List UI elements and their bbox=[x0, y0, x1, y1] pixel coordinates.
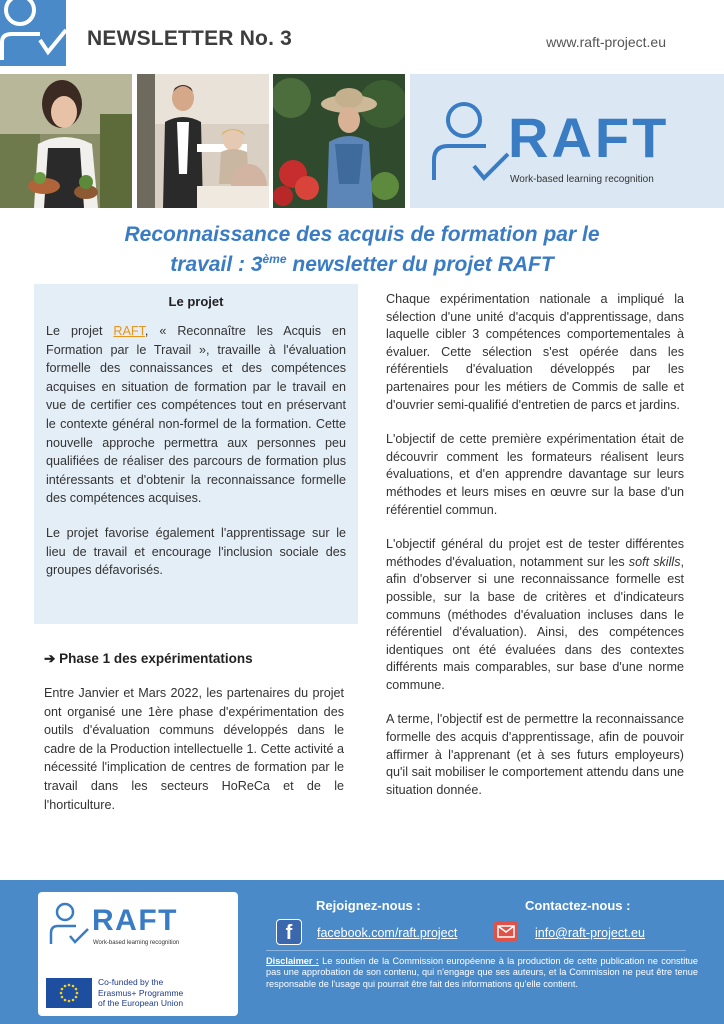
footer-divider bbox=[266, 950, 686, 951]
phase-paragraph: Entre Janvier et Mars 2022, les partenaires du projet ont organisé une 1ère phase d'expérimentation des outils d'évaluation communs développés dans le cadre de la Production intellectuelle 1. Cette activité a nécessité l'implication de centres de formation par le travail dans les secteurs HoReCa et de le l'horticulture. bbox=[44, 686, 344, 812]
right-paragraph-4: A terme, l'objectif est de permettre la reconnaissance formelle des acquis d'apprentissage, afin de pouvoir affirmer à l'apprenant (et à ses futurs employeurs) qu'il sait mobiliser le comportement attendu dans une situation donnée. bbox=[386, 712, 684, 797]
email-link[interactable]: info@raft-project.eu bbox=[535, 926, 645, 940]
right-column bbox=[386, 291, 684, 799]
raft-person-check-icon bbox=[430, 100, 512, 188]
footer-logo-card bbox=[38, 892, 238, 1016]
footer-logo-wordmark: RAFT bbox=[92, 904, 178, 937]
raft-person-check-icon bbox=[48, 902, 90, 948]
project-info-box bbox=[34, 284, 358, 624]
arrow-right-icon: ➔ bbox=[44, 651, 56, 666]
newsletter-title: NEWSLETTER No. 3 bbox=[87, 27, 293, 50]
email-icon[interactable] bbox=[494, 921, 518, 941]
logo-tagline: Work-based learning recognition bbox=[510, 174, 654, 185]
photo-woman-potting bbox=[0, 74, 132, 208]
right-paragraph-1: Chaque expérimentation nationale a impliqué la sélection d'une unité d'acquis d'apprentissage, dans laquelle cibler 3 compétences comportementales à évaluer. Cette sélection s'est opérée dans les référentiels d'évaluation développés par les partenaires pour les métiers de Commis de salle et d'ouvrier semi-qualifié d'entretien de parcs et jardins. bbox=[386, 292, 684, 412]
title-line-2: travail : 3ème newsletter du projet RAFT bbox=[170, 252, 554, 276]
disclaimer-text: Disclaimer : Le soutien de la Commission européenne à la production de cette publication ne constitue pas une approbation de son contenu, qui n'engage que ses auteurs, et la Commission ne peut être tenue responsable de l'usage qui pourrait être fait des informations qu'elle contient. bbox=[266, 956, 699, 989]
phase-heading: ➔ Phase 1 des expérimentations bbox=[44, 651, 253, 666]
facebook-link[interactable]: facebook.com/raft.project bbox=[317, 926, 458, 940]
eu-flag-icon bbox=[46, 978, 92, 1008]
photo-gardener-hat bbox=[273, 74, 405, 208]
contact-heading: Contactez-nous : bbox=[525, 898, 631, 913]
title-line-1: Reconnaissance des acquis de formation par le bbox=[124, 223, 600, 246]
project-paragraph-1: Le projet RAFT, « Reconnaître les Acquis en Formation par le Travail », travaille à l'évaluation formelle des connaissances et des compétences acquises en situation de formation par le travail en vue de certifier ces compétences tout en préservant le contexte général non-formel de la formation. Cette nouvelle approche permettra aux personnes peu qualifiées de réaliser des parcours de formation plus intéressants et d'obtenir la reconnaissance formelle des compétences acquises. bbox=[46, 324, 346, 506]
raft-link[interactable]: RAFT bbox=[113, 324, 145, 338]
raft-logo-banner bbox=[410, 74, 724, 208]
join-heading: Rejoignez-nous : bbox=[316, 898, 421, 913]
article-title bbox=[40, 220, 684, 280]
project-heading: Le projet bbox=[168, 294, 224, 309]
website-link[interactable]: www.raft-project.eu bbox=[546, 34, 666, 50]
footer-logo-tagline: Work-based learning recognition bbox=[93, 940, 180, 946]
corner-logo-icon bbox=[0, 0, 66, 66]
right-paragraph-3: L'objectif général du projet est de tester différentes méthodes d'évaluation, notamment sur les soft skills, afin d'observer si une reconnaissance formelle est possible, sur la base de critères et d'indicateurs communs (méthodes d'évaluation incluses dans le référentiel d'évaluation). Ainsi, des compétences identiques ont été évaluées dans des contextes différents mais comparables, sur base d'une norme commune. bbox=[386, 537, 684, 692]
logo-wordmark: RAFT bbox=[508, 106, 670, 169]
project-paragraph-2: Le projet favorise également l'apprentissage sur le lieu de travail et encourage l'inclusion sociale des groupes défavorisés. bbox=[46, 525, 346, 578]
facebook-icon[interactable]: f bbox=[276, 919, 302, 945]
right-paragraph-2: L'objectif de cette première expérimentation était de découvrir comment les formateurs réalisent leurs évaluations, et d'en apprendre davantage sur leurs méthodes et leurs mises en œuvre sur la base d'un référentiel commun. bbox=[386, 432, 684, 517]
eu-funding-label: Co-funded by the Erasmus+ Programme of the European Union bbox=[98, 977, 184, 1008]
photo-waiter-serving bbox=[137, 74, 269, 208]
